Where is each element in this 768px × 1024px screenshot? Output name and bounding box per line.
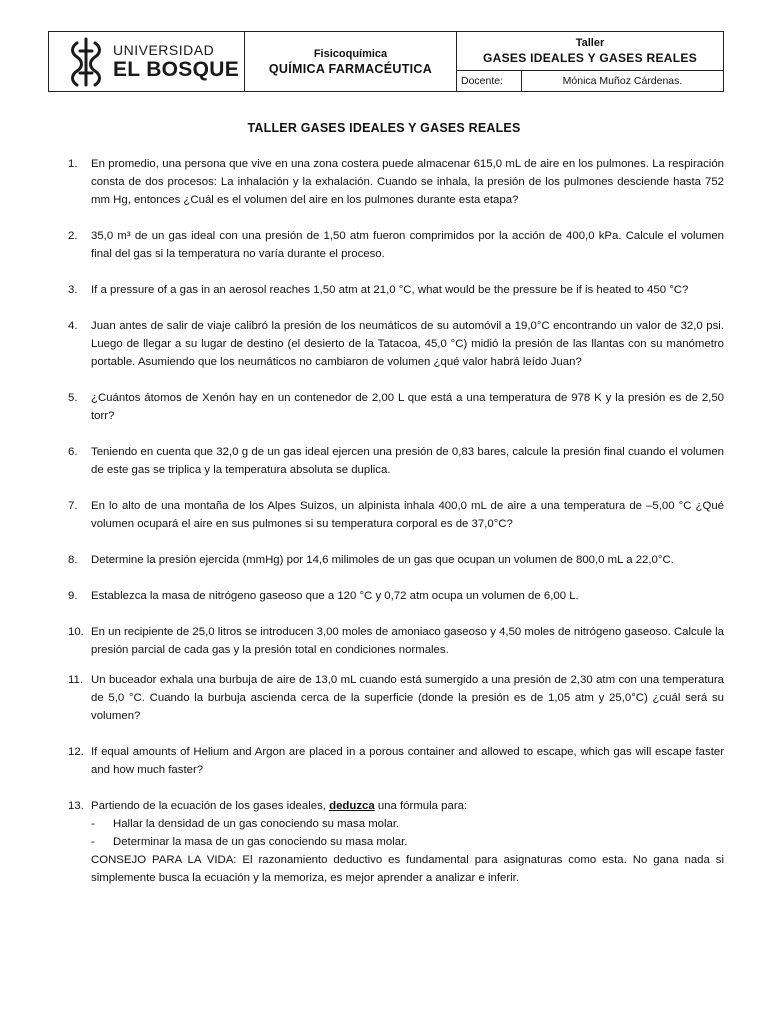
question-number: 1. (68, 158, 78, 170)
question-item (48, 155, 724, 209)
question-item (48, 227, 724, 263)
dash-bullet: - (91, 818, 95, 830)
course-program: QUÍMICA FARMACÉUTICA (268, 61, 433, 76)
course-subject: Fisicoquímica (313, 47, 388, 60)
taller-topic: GASES IDEALES Y GASES REALES (482, 51, 697, 65)
question-number: 6. (68, 446, 78, 458)
question-text: If a pressure of a gas in an aerosol reaches 1,50 atm at 21,0 °C, what would be the pressure be if is heated to 450 °C? (91, 284, 689, 296)
question-text: Juan antes de salir de viaje calibró la presión de los neumáticos de su automóvil a 19,0°C encontrando un valor de 32,0 psi. Luego de llegar a su lugar de destino (el desierto de la Tatacoa, 45,0 °C) midió la presión de las llantas con su manómetro portable. Asumiendo que los neumáticos no cambiaron de volumen ¿qué valor habrá leído Juan? (91, 320, 724, 368)
question-13-intro (91, 797, 724, 815)
question-13-emphasis: deduzca (329, 800, 375, 812)
question-number: 3. (68, 284, 78, 296)
page-title: TALLER GASES IDEALES Y GASES REALES (247, 121, 521, 135)
question-number: 7. (68, 500, 78, 512)
question-list (48, 155, 724, 905)
question-text: En promedio, una persona que vive en una zona costera puede almacenar 615,0 mL de aire en los pulmones. La respiración consta de dos procesos: La inhalación y la exhalación. Cuando se inhala, la presión de los pulmones desciende hasta 752 mm Hg, entonces ¿Cuál es el volumen del aire en los pulmones durante esta etapa? (91, 158, 724, 206)
document-header (48, 31, 724, 92)
question-text: Determine la presión ejercida (mmHg) por 14,6 milimoles de un gas que ocupan un volumen de 800,0 mL a 22,0°C. (91, 554, 674, 566)
question-number: 2. (68, 230, 78, 242)
question-item (48, 671, 724, 725)
logo-line-el-bosque: EL BOSQUE (113, 58, 240, 81)
docente-label: Docente: (457, 71, 522, 91)
question-number: 8. (68, 554, 78, 566)
question-number: 5. (68, 392, 78, 404)
question-13-subitem (91, 833, 724, 851)
university-logo (49, 32, 245, 91)
question-item-13 (48, 797, 724, 887)
question-text: ¿Cuántos átomos de Xenón hay en un contenedor de 2,00 L que está a una temperatura de 978 K y la presión es de 2,50 torr? (91, 392, 724, 422)
question-13-intro-before: Partiendo de la ecuación de los gases ideales, (91, 800, 330, 812)
question-item (48, 623, 724, 659)
course-cell (245, 32, 457, 91)
subitem-text: Hallar la densidad de un gas conociendo su masa molar. (113, 818, 400, 830)
question-number: 13. (68, 800, 84, 812)
question-text: If equal amounts of Helium and Argon are placed in a porous container and allowed to escape, which gas will escape faster and how much faster? (91, 746, 724, 776)
taller-label: Taller (575, 37, 605, 49)
question-text: Un buceador exhala una burbuja de aire de 13,0 mL cuando está sumergido a una presión de 2,30 atm con una temperatura de 5,0 °C. Cuando la burbuja ascienda cerca de la superficie (donde la presión es de 1,05 atm y 25,0°C) ¿cuál será su volumen? (91, 674, 724, 722)
question-item (48, 281, 724, 299)
logo-line-university: UNIVERSIDAD (113, 42, 215, 58)
question-item (48, 587, 724, 605)
university-emblem-icon (67, 37, 105, 87)
question-text: 35,0 m³ de un gas ideal con una presión de 1,50 atm fueron comprimidos por la acción de 400,0 kPa. Calcule el volumen final del gas si la temperatura no varía durante el proceso. (91, 230, 724, 260)
subitem-text: Determinar la masa de un gas conociendo su masa molar. (113, 836, 408, 848)
question-item (48, 443, 724, 479)
dash-bullet: - (91, 836, 95, 848)
question-number: 12. (68, 746, 84, 758)
taller-title-cell (457, 32, 723, 71)
docente-name: Mónica Muñoz Cárdenas. (562, 75, 683, 87)
question-item (48, 743, 724, 779)
question-item (48, 317, 724, 371)
question-number: 4. (68, 320, 78, 332)
question-number: 11. (68, 674, 83, 686)
question-text: Teniendo en cuenta que 32,0 g de un gas ideal ejercen una presión de 0,83 bares, calcule la presión final cuando el volumen de este gas se triplica y la temperatura absoluta se duplica. (91, 446, 724, 476)
life-advice: CONSEJO PARA LA VIDA: El razonamiento deductivo es fundamental para asignaturas como esta. No gana nada si simplemente busca la ecuación y la memoriza, es mejor aprender a analizar e inferir. (91, 854, 724, 884)
question-text: En un recipiente de 25,0 litros se introducen 3,00 moles de amoniaco gaseoso y 4,50 moles de nitrógeno gaseoso. Calcule la presión parcial de cada gas y la presión total en condiciones normales. (91, 626, 724, 656)
question-text: En lo alto de una montaña de los Alpes Suizos, un alpinista inhala 400,0 mL de aire a una temperatura de –5,00 °C ¿Qué volumen ocupará el aire en sus pulmones si su temperatura corporal es de 37,0°C? (91, 500, 724, 530)
question-number: 10. (68, 626, 84, 638)
question-item (48, 389, 724, 425)
taller-cell (457, 32, 723, 91)
question-item (48, 497, 724, 533)
docente-row (457, 71, 723, 91)
question-13-subitem (91, 815, 724, 833)
question-item (48, 551, 724, 569)
question-number: 9. (68, 590, 78, 602)
question-13-intro-after: una fórmula para: (374, 800, 468, 812)
question-text: Establezca la masa de nitrógeno gaseoso que a 120 °C y 0,72 atm ocupa un volumen de 6,00 L. (91, 590, 579, 602)
